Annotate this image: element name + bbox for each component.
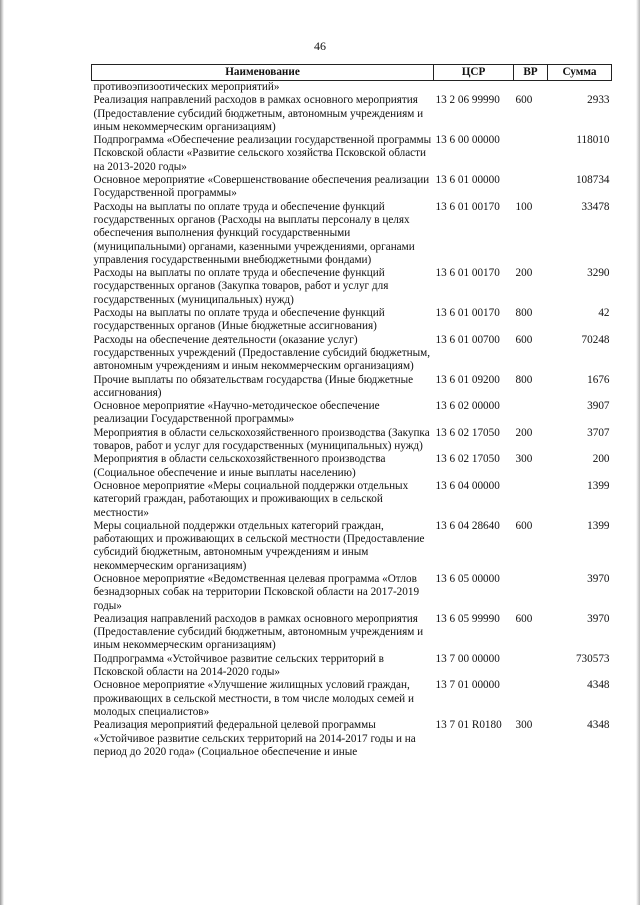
cell-vr: 600: [515, 519, 533, 532]
cell-sum: 108734: [575, 174, 610, 187]
cell-vr: 300: [515, 719, 533, 732]
cell-sum: 200: [592, 453, 610, 466]
table-row: [92, 573, 612, 613]
header-sum: Сумма: [548, 65, 612, 81]
page-number: 46: [314, 39, 326, 53]
table-row: [92, 719, 612, 759]
cell-name: Мероприятия в области сельскохозяйственного производства (Закупка товаров, работ и услуг для государственных (муниципальных) нужд): [93, 426, 430, 453]
cell-sum: [548, 81, 612, 95]
cell-sum: 3970: [587, 612, 610, 625]
table-header-row: [92, 65, 612, 81]
cell-vr: 800: [515, 373, 533, 386]
table-row: [92, 201, 612, 267]
cell-sum: 3290: [587, 267, 610, 280]
budget-table: [91, 64, 612, 759]
cell-name: Прочие выплаты по обязательствам государства (Иные бюджетные ассигнования): [93, 373, 414, 399]
cell-sum: 3907: [587, 400, 610, 413]
cell-csr: 13 6 02 17050: [435, 426, 500, 439]
cell-sum: 4348: [587, 679, 610, 692]
cell-csr: 13 6 01 00000: [435, 174, 500, 187]
cell-vr: [514, 653, 548, 680]
cell-sum: 4348: [587, 719, 610, 732]
cell-csr: 13 7 01 00000: [435, 679, 500, 692]
table-row: [92, 480, 612, 520]
cell-csr: 13 7 00 00000: [435, 652, 500, 665]
cell-sum: 1399: [587, 519, 610, 532]
table-row: [92, 134, 612, 174]
cell-sum: 3707: [587, 426, 610, 439]
cell-sum: 42: [598, 307, 610, 320]
cell-csr: 13 6 04 28640: [435, 519, 500, 532]
cell-vr: [514, 400, 548, 427]
cell-name: Реализация направлений расходов в рамках основного мероприятия (Предоставление субсидий бюджетным, автономным учреждениям и иным некоммерческим организациям): [93, 612, 424, 652]
table-row: [92, 520, 612, 573]
table-body: [92, 81, 612, 760]
cell-name: Реализация мероприятий федеральной целевой программы «Устойчивое развитие сельских территорий на 2014-2017 годы и на период до 2020 года» (Социальное обеспечение и иные: [93, 719, 416, 758]
scan-left-edge: [0, 0, 4, 905]
cell-vr: 800: [515, 307, 533, 320]
cell-csr: 13 6 05 99990: [435, 612, 500, 625]
cell-vr: [514, 174, 548, 201]
cell-vr: 600: [515, 333, 533, 346]
table-row: [92, 307, 612, 334]
table-row: [92, 653, 612, 680]
cell-sum: 3970: [587, 572, 610, 585]
table-row: [92, 174, 612, 201]
table-row: [92, 453, 612, 480]
cell-vr: 600: [515, 94, 533, 107]
cell-name: Основное мероприятие «Ведомственная целевая программа «Отлов безнадзорных собак на территории Псковской области на 2017-2019 годы»: [93, 572, 420, 612]
cell-sum: 33478: [581, 200, 610, 213]
cell-csr: 13 6 01 00170: [435, 200, 500, 213]
cell-csr: 13 6 02 00000: [435, 400, 500, 413]
cell-name: Реализация направлений расходов в рамках основного мероприятия (Предоставление субсидий бюджетным, автономным учреждениям и иным некоммерческим организациям): [93, 94, 424, 133]
cell-name: Меры социальной поддержки отдельных категорий граждан, работающих и проживающих в сельской местности (Предоставление субсидий бюджетным, автономным учреждениям и иным некоммерческим организациям): [93, 519, 425, 572]
cell-vr: [514, 480, 548, 520]
table-row: [92, 81, 612, 95]
cell-csr: 13 6 01 00170: [435, 307, 500, 320]
cell-sum: 1676: [587, 373, 610, 386]
cell-name: Основное мероприятие «Улучшение жилищных условий граждан, проживающих в сельской местности, в том числе молодых семей и молодых специалистов»: [93, 679, 414, 718]
table-row: [92, 267, 612, 307]
cell-sum: 70248: [581, 333, 610, 346]
cell-name: Расходы на обеспечение деятельности (оказание услуг) государственных учреждений (Предоставление субсидий бюджетным, автономным учреждениям и иным некоммерческим организациям): [93, 333, 431, 373]
cell-name: Основное мероприятие «Меры социальной поддержки отдельных категорий граждан, работающих и проживающих в сельской местности»: [93, 479, 409, 519]
cell-csr: 13 6 01 09200: [435, 373, 500, 386]
cell-name: Мероприятия в области сельскохозяйственного производства (Социальное обеспечение и иные выплаты населению): [93, 453, 386, 479]
table-row: [92, 427, 612, 454]
cell-vr: 600: [515, 612, 533, 625]
cell-vr: [514, 573, 548, 613]
header-name: Наименование: [92, 65, 434, 81]
cell-csr: 13 7 01 R0180: [435, 719, 502, 732]
cell-name: Подпрограмма «Обеспечение реализации государственной программы Псковской области «Развитие сельского хозяйства Псковской области на 2013-2020 годы»: [93, 134, 432, 173]
cell-csr: [434, 81, 514, 95]
cell-sum: 118010: [576, 134, 610, 147]
cell-csr: 13 6 05 00000: [435, 572, 500, 585]
cell-vr: 300: [515, 453, 533, 466]
cell-csr: 13 6 04 00000: [435, 479, 500, 492]
table-row: [92, 94, 612, 134]
cell-sum: 730573: [575, 652, 610, 665]
cell-vr: [514, 81, 548, 95]
cell-name: Основное мероприятие «Научно-методическое обеспечение реализации Государственной программы»: [93, 400, 380, 426]
cell-name: противоэпизоотических мероприятий»: [93, 81, 280, 93]
cell-sum: 1399: [587, 479, 610, 492]
cell-csr: 13 6 01 00170: [435, 267, 500, 280]
header-csr: ЦСР: [434, 65, 514, 81]
cell-vr: [514, 679, 548, 719]
table-row: [92, 334, 612, 374]
cell-csr: 13 6 01 00700: [435, 333, 500, 346]
cell-name: Расходы на выплаты по оплате труда и обеспечение функций государственных органов (Закупка товаров, работ и услуг для государственных (муниципальных) нужд): [93, 267, 389, 306]
table-row: [92, 613, 612, 653]
cell-csr: 13 6 02 17050: [435, 453, 500, 466]
scan-right-edge: [636, 0, 640, 905]
cell-vr: [514, 134, 548, 174]
cell-vr: 200: [515, 426, 533, 439]
cell-vr: 200: [515, 267, 533, 280]
table-row: [92, 400, 612, 427]
cell-sum: 2933: [587, 94, 610, 107]
header-vr: ВР: [514, 65, 548, 81]
cell-name: Расходы на выплаты по оплате труда и обеспечение функций государственных органов (Иные бюджетные ассигнования): [93, 307, 385, 333]
table-row: [92, 679, 612, 719]
table-row: [92, 374, 612, 401]
cell-csr: 13 6 00 00000: [435, 134, 500, 147]
cell-csr: 13 2 06 99990: [435, 94, 500, 107]
cell-vr: 100: [515, 200, 533, 213]
cell-name: Расходы на выплаты по оплате труда и обеспечение функций государственных органов (Расходы на выплаты персоналу в целях обеспечения выполнения функций государственными (муниципальными) органами, казенными учреждениями, органами управления государственными внебюджетными фондами): [93, 200, 415, 266]
cell-name: Подпрограмма «Устойчивое развитие сельских территорий в Псковской области на 2014-2020 годы»: [93, 652, 384, 679]
cell-name: Основное мероприятие «Совершенствование обеспечения реализации Государственной программы»: [93, 174, 430, 200]
